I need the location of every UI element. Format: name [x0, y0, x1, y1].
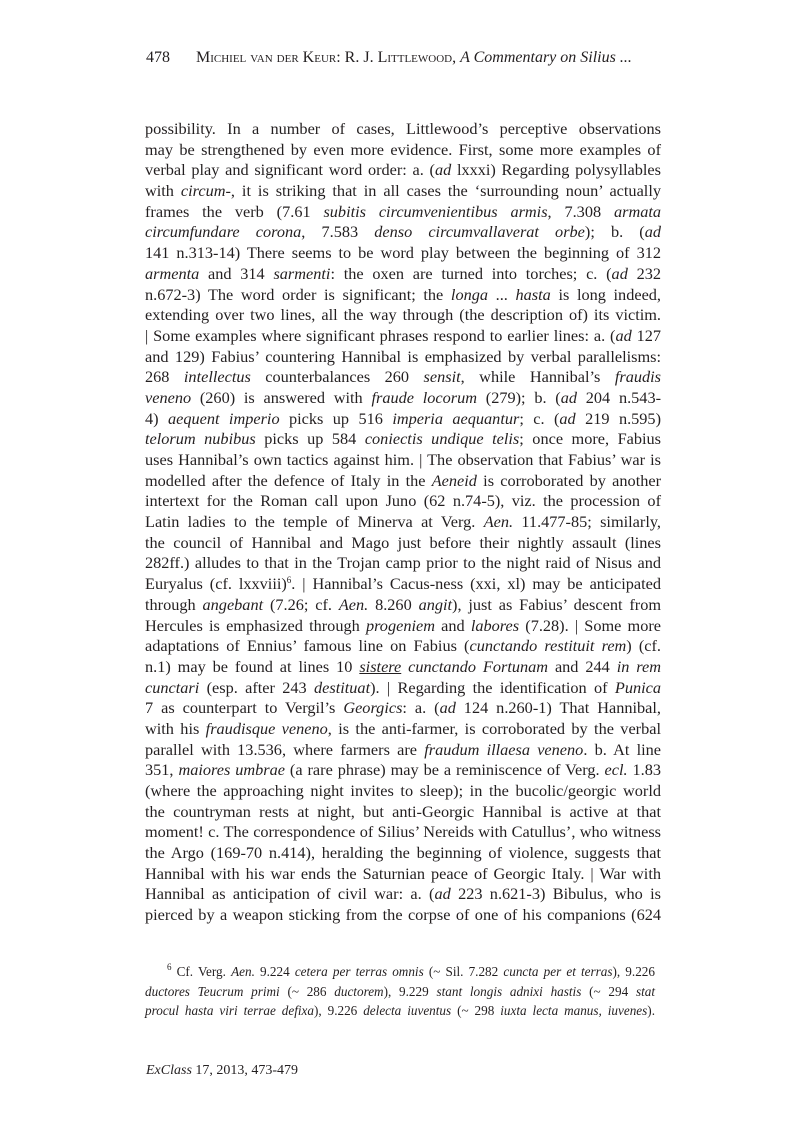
- text-run: frames the verb (7.61: [145, 201, 324, 221]
- page-number: 478: [146, 49, 170, 66]
- body-line: [145, 657, 661, 678]
- italic-run: cuncta per et terras: [503, 964, 613, 979]
- text-run: n.672-3) The word order is significant; the: [145, 284, 451, 304]
- text-run: ; once more, Fabius: [519, 429, 661, 449]
- text-run: and 244: [548, 656, 617, 676]
- page-footer: [146, 1063, 298, 1079]
- italic-run: fraudisque veneno: [205, 718, 328, 738]
- italic-run: hasta: [515, 284, 551, 304]
- text-run: : a. (: [402, 698, 440, 718]
- italic-run: denso circumvallaverat orbe: [374, 222, 585, 242]
- text-run: and: [434, 615, 471, 635]
- italic-run: ad: [434, 160, 452, 180]
- italic-run: sensit: [423, 367, 461, 387]
- text-run: , 7.583: [301, 222, 375, 242]
- text-run: with: [145, 181, 181, 201]
- text-run: , it is striking that in all cases the ‘surrounding noun’ actually: [230, 181, 661, 201]
- italic-run: stant longis adnixi hastis: [436, 983, 582, 999]
- body-line: [145, 388, 661, 409]
- body-line: [145, 512, 661, 533]
- body-line: [145, 719, 661, 740]
- italic-run: Aen.: [338, 594, 369, 614]
- text-run: Hannibal with his war ends the Saturnian peace of Georgic Italy. | War with: [145, 863, 661, 883]
- italic-run: ad: [434, 884, 451, 904]
- body-line: [145, 285, 661, 306]
- italic-run: in rem: [616, 656, 661, 676]
- italic-run: armata: [613, 201, 662, 221]
- italic-run: stat: [635, 983, 655, 999]
- body-line: [145, 243, 661, 264]
- italic-run: aequent imperio: [167, 408, 280, 428]
- text-run: counterbalances 260: [250, 367, 424, 387]
- text-run: . b. At line: [583, 739, 662, 759]
- body-line: [145, 347, 661, 368]
- header-author: Michiel van der Keur: R. J. Littlewood,: [196, 49, 461, 66]
- text-run: : the oxen are turned into torches; c. (: [330, 263, 612, 283]
- text-run: n.1) may be found at lines 10: [145, 656, 360, 676]
- text-run: ), 9.226: [313, 1003, 364, 1018]
- body-line: [145, 326, 661, 347]
- body-line: [145, 367, 661, 388]
- body-line: [145, 760, 661, 781]
- text-run: lxxxi) Regarding polysyllables: [451, 160, 661, 180]
- body-line: [145, 202, 661, 223]
- body-line: [145, 305, 661, 326]
- italic-run: ad: [644, 222, 661, 242]
- italic-run: longa: [450, 284, 489, 304]
- journal-citation: 17, 2013, 473-479: [191, 1063, 299, 1078]
- italic-run: delecta iuventus: [363, 1003, 452, 1018]
- text-run: (7.26; cf.: [263, 594, 339, 614]
- italic-run: ductores Teucrum primi: [145, 983, 280, 999]
- italic-run: angebant: [202, 594, 264, 614]
- text-run: 141 n.313-14) There seems to be word play between the beginning of 312: [145, 243, 661, 263]
- text-run: adaptations of Ennius’ famous line on Fabius (: [145, 636, 470, 656]
- text-run: moment! c. The correspondence of Silius’ Nereids with Catullus’, who witness: [145, 822, 661, 842]
- italic-run: ad: [611, 263, 628, 283]
- text-run: ).: [647, 1003, 655, 1018]
- italic-run: ductorem: [334, 983, 384, 999]
- italic-run: Punica: [614, 677, 661, 697]
- body-line: [145, 140, 661, 161]
- body-line: [145, 533, 661, 554]
- text-run: 4): [145, 408, 168, 428]
- text-run: , is the anti-farmer, is corroborated by the verbal: [327, 718, 661, 738]
- body-line: [145, 616, 661, 637]
- footnote-line: [145, 1001, 655, 1021]
- body-line: [145, 491, 661, 512]
- italic-run: labores: [470, 615, 520, 635]
- text-run: possibility. In a number of cases, Littlewood’s perceptive observations: [145, 119, 661, 138]
- text-run: ), 9.226: [612, 964, 655, 979]
- body-line: [145, 905, 661, 926]
- body-line: [145, 450, 661, 471]
- italic-run: destituat: [314, 677, 371, 697]
- text-run: intertext for the Roman call upon Juno (62 n.74-5), viz. the procession of: [145, 491, 661, 511]
- text-run: , 7.308: [547, 201, 614, 221]
- text-run: Cf. Verg.: [171, 964, 232, 979]
- text-run: (~ 286: [279, 983, 335, 999]
- footnote-marker: 6: [286, 575, 292, 586]
- text-run: the countryman rests at night, but anti-Georgic Hannibal is active at that: [145, 801, 661, 821]
- italic-run: Georgics: [343, 698, 403, 718]
- text-run: picks up 584: [255, 429, 365, 449]
- italic-run: iuxta lecta manus, iuvenes: [500, 1003, 648, 1018]
- text-run: Latin ladies to the temple of Minerva at Verg.: [145, 512, 484, 532]
- italic-run: cunctari: [145, 677, 200, 697]
- running-header: [146, 49, 632, 67]
- text-run: 223 n.621-3) Bibulus, who is: [450, 884, 661, 904]
- body-line: [145, 822, 661, 843]
- text-run: 1.83: [627, 760, 662, 780]
- text-run: Euryalus (cf. lxxviii): [145, 574, 287, 594]
- text-run: . | Hannibal’s Cacus-ness (xxi, xl) may be anticipated: [291, 574, 661, 594]
- text-run: is corroborated by another: [476, 470, 662, 490]
- text-run: 9.224: [254, 964, 295, 979]
- text-run: ) (cf.: [626, 636, 661, 656]
- text-run: Hannibal as anticipation of civil war: a. (: [145, 884, 435, 904]
- text-run: ), just as Fabius’ descent from: [452, 594, 661, 614]
- journal-name: ExClass: [146, 1063, 192, 1078]
- text-run: the council of Hannibal and Mago just before their nightly assault (lines: [145, 532, 661, 552]
- italic-run: ad: [559, 408, 576, 428]
- body-line: [145, 429, 661, 450]
- text-run: extending over two lines, all the way through (the description of) its victim.: [145, 305, 661, 325]
- italic-run: intellectus: [183, 367, 251, 387]
- text-run: 232: [627, 263, 661, 283]
- text-run: with his: [145, 718, 206, 738]
- text-run: (~ Sil. 7.282: [423, 964, 504, 979]
- body-line: [145, 471, 661, 492]
- italic-run: armenta: [145, 263, 200, 283]
- text-run: ). | Regarding the identification of: [370, 677, 615, 697]
- italic-run: cunctando Fortunam: [408, 656, 549, 676]
- italic-run: subitis circumvenientibus armis: [323, 201, 548, 221]
- italic-run: fraude locorum: [371, 387, 478, 407]
- text-run: ...: [488, 284, 516, 304]
- text-run: (279); b. (: [477, 387, 561, 407]
- italic-run: cunctando restituit rem: [469, 636, 627, 656]
- italic-run: ad: [439, 698, 456, 718]
- italic-run: progeniem: [365, 615, 435, 635]
- text-run: and 314: [199, 263, 274, 283]
- text-run: ; c. (: [519, 408, 560, 428]
- italic-run: ad: [615, 325, 632, 345]
- italic-run: procul hasta viri terrae defixa: [145, 1003, 314, 1018]
- italic-run: coniectis undique telis: [364, 429, 520, 449]
- italic-run: angit: [418, 594, 453, 614]
- italic-run: cetera per terras omnis: [294, 964, 424, 979]
- text-run: pierced by a weapon sticking from the corpse of one of his companions (624: [145, 905, 661, 925]
- text-run: 282ff.) alludes to that in the Trojan camp prior to the night raid of Nisus and: [145, 553, 661, 573]
- body-line: [145, 698, 661, 719]
- text-run: | Some examples where significant phrases respond to earlier lines: a. (: [145, 325, 616, 345]
- text-run: (7.28). | Some more: [519, 615, 662, 635]
- text-run: (a rare phrase) may be a reminiscence of Verg.: [284, 760, 605, 780]
- body-line: [145, 181, 661, 202]
- text-run: 127: [631, 325, 662, 345]
- body-line: [145, 222, 661, 243]
- body-line: [145, 802, 661, 823]
- footnote-line: [145, 962, 655, 982]
- text-run: 351,: [145, 760, 179, 780]
- italic-run: Aen.: [231, 964, 255, 979]
- body-line: [145, 781, 661, 802]
- text-run: , while Hannibal’s: [460, 367, 615, 387]
- text-run: (where the approaching night invites to sleep); in the bucolic/georgic world: [145, 781, 661, 800]
- text-run: 11.477-85; similarly,: [513, 512, 661, 532]
- text-run: the Argo (169-70 n.414), heralding the beginning of violence, suggests that: [145, 843, 661, 863]
- text-run: and 129) Fabius’ countering Hannibal is emphasized by verbal parallelisms:: [145, 346, 661, 366]
- text-run: Hercules is emphasized through: [145, 615, 366, 635]
- italic-run: circum-: [180, 181, 231, 201]
- body-line: [145, 843, 661, 864]
- body-line: [145, 678, 661, 699]
- body-line: [145, 160, 661, 181]
- text-run: through: [145, 594, 203, 614]
- italic-run: Aeneid: [431, 470, 477, 490]
- italic-run: fraudis: [614, 367, 662, 387]
- text-run: (260) is answered with: [191, 387, 372, 407]
- body-line: [145, 264, 661, 285]
- body-line: [145, 119, 661, 140]
- text-run: (~ 294: [581, 983, 636, 999]
- italic-run: sarmenti: [273, 263, 331, 283]
- text-run: 8.260: [368, 594, 419, 614]
- underlined-run: sistere: [359, 656, 402, 676]
- body-line: [145, 884, 661, 905]
- italic-run: telorum nubibus: [145, 429, 256, 449]
- text-run: ), 9.229: [383, 983, 437, 999]
- italic-run: imperia aequantur: [392, 408, 520, 428]
- footnote-line: [145, 982, 655, 1002]
- body-line: [145, 553, 661, 574]
- body-line: [145, 636, 661, 657]
- body-text: [145, 119, 661, 926]
- body-line: [145, 864, 661, 885]
- italic-run: fraudum illaesa veneno: [424, 739, 584, 759]
- text-run: ); b. (: [584, 222, 645, 242]
- text-run: (~ 298: [451, 1003, 501, 1018]
- text-run: 124 n.260-1) That Hannibal,: [455, 698, 661, 718]
- body-line: [145, 574, 661, 595]
- text-run: 268: [145, 367, 184, 387]
- text-run: (esp. after 243: [199, 677, 315, 697]
- text-run: may be strengthened by even more evidence. First, some more examples of: [145, 139, 661, 159]
- footnotes: [145, 962, 655, 1021]
- italic-run: ecl.: [604, 760, 628, 780]
- text-run: 204 n.543-: [577, 387, 662, 407]
- text-run: picks up 516: [279, 408, 393, 428]
- italic-run: maiores umbrae: [178, 760, 285, 780]
- text-run: 219 n.595): [575, 408, 661, 428]
- italic-run: Aen.: [483, 512, 514, 532]
- text-run: is long indeed,: [550, 284, 661, 304]
- body-line: [145, 409, 661, 430]
- text-run: uses Hannibal’s own tactics against him. | The observation that Fabius’ war is: [145, 450, 661, 469]
- text-run: parallel with 13.536, where farmers are: [145, 739, 425, 759]
- text-run: verbal play and significant word order: a. (: [145, 160, 435, 180]
- body-line: [145, 740, 661, 761]
- italic-run: circumfundare corona: [145, 222, 302, 242]
- footnote-marker: 6: [167, 962, 172, 972]
- text-run: 7 as counterpart to Vergil’s: [145, 698, 344, 718]
- italic-run: ad: [560, 387, 578, 407]
- body-line: [145, 595, 661, 616]
- italic-run: veneno: [145, 387, 192, 407]
- text-run: modelled after the defence of Italy in the: [145, 470, 432, 490]
- header-book-title: A Commentary on Silius ...: [460, 49, 632, 66]
